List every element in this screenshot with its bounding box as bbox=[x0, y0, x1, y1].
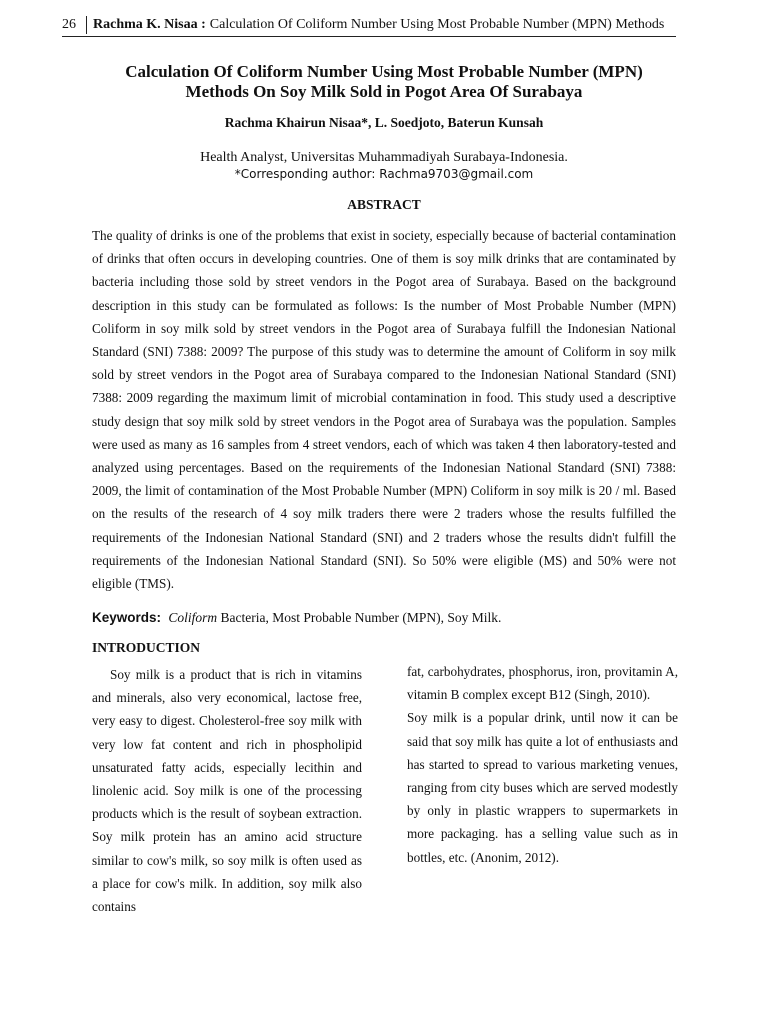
introduction-right-paragraph-1: fat, carbohydrates, phosphorus, iron, provitamin A, vitamin B complex except B12 (Singh, 2010). bbox=[407, 664, 678, 703]
introduction-right-column bbox=[407, 660, 678, 869]
introduction-left-column: Soy milk is a product that is rich in vitamins and minerals, also very economical, lactose free, very easy to digest. Cholesterol-free soy milk with very low fat content and rich in phospholipid unsaturated fatty acids, especially lecithin and linolenic acid. Soy milk is one of the processing products which is the result of soybean extraction. Soy milk protein has an amino acid structure similar to cow's milk, so soy milk is often used as a place for cow's milk. In addition, soy milk also contains bbox=[92, 667, 362, 915]
keywords-italic-term: Coliform bbox=[168, 610, 218, 625]
corresponding-author: *Corresponding author: Rachma9703@gmail.com bbox=[234, 167, 534, 181]
keywords-label: Keywords: bbox=[92, 610, 162, 625]
page-number: 26 bbox=[62, 17, 76, 32]
running-header bbox=[62, 14, 676, 37]
keywords-line bbox=[92, 608, 676, 628]
paper-title-line-2: Methods On Soy Milk Sold in Pogot Area Of Surabaya bbox=[185, 82, 583, 101]
header-divider bbox=[86, 16, 87, 34]
introduction-right-paragraph-2: Soy milk is a popular drink, until now it can be said that soy milk has quite a lot of enthusiasts and has started to spread to various marketing venues, ranging from city buses which are served modestly by only in plastic wrappers to supermarkets in more packaging. has a selling value such as in bottles, etc. (Anonim, 2012). bbox=[407, 710, 678, 865]
paper-authors: Rachma Khairun Nisaa*, L. Soedjoto, Baterun Kunsah bbox=[224, 115, 544, 130]
header-author: Rachma K. Nisaa : bbox=[93, 17, 206, 32]
abstract-text: The quality of drinks is one of the problems that exist in society, especially because of bacterial contamination of drinks that often occurs in developing countries. One of them is soy milk drinks that are contaminated by bacteria including those sold by street vendors in the Pogot area of Surabaya. Based on the background description in this study can be formulated as follows: Is the number of Most Probable Number (MPN) Coliform in soy milk sold by street vendors in the Pogot area of Surabaya fulfill the Indonesian National Standard (SNI) 7388: 2009? The purpose of this study was to determine the amount of Coliform in soy milk sold by street vendors in the Pogot area of Surabaya compared to the Indonesian National Standard (SNI) 7388: 2009 regarding the maximum limit of microbial contamination in food. This study used a descriptive study design that soy milk sold by street vendors in the Pogot area of Surabaya was the population. Samples were used as many as 16 samples from 4 street vendors, each of which was taken 4 then laboratory-tested and analyzed using percentages. Based on the requirements of the Indonesian National Standard (SNI) 7388: 2009, the limit of contamination of the Most Probable Number (MPN) Coliform in soy milk is 20 / ml. Based on the results of the research of 4 soy milk traders there were 2 traders whose the results fulfilled the requirements of the Indonesian National Standard (SNI) and 2 traders whose the results didn't fulfill the requirements of the Indonesian National Standard (SNI). So 50% were eligible (MS) and 50% were not eligible (TMS). bbox=[92, 228, 676, 592]
introduction-heading: INTRODUCTION bbox=[92, 640, 201, 655]
author-affiliation: Health Analyst, Universitas Muhammadiyah Surabaya-Indonesia. bbox=[200, 150, 568, 165]
paper-title bbox=[92, 62, 676, 102]
header-title: Calculation Of Coliform Number Using Most Probable Number (MPN) Methods bbox=[209, 17, 665, 32]
keywords-rest: Bacteria, Most Probable Number (MPN), Soy Milk. bbox=[220, 610, 502, 625]
abstract-heading: ABSTRACT bbox=[347, 197, 421, 212]
paper-title-line-1: Calculation Of Coliform Number Using Most Probable Number (MPN) bbox=[125, 62, 643, 81]
